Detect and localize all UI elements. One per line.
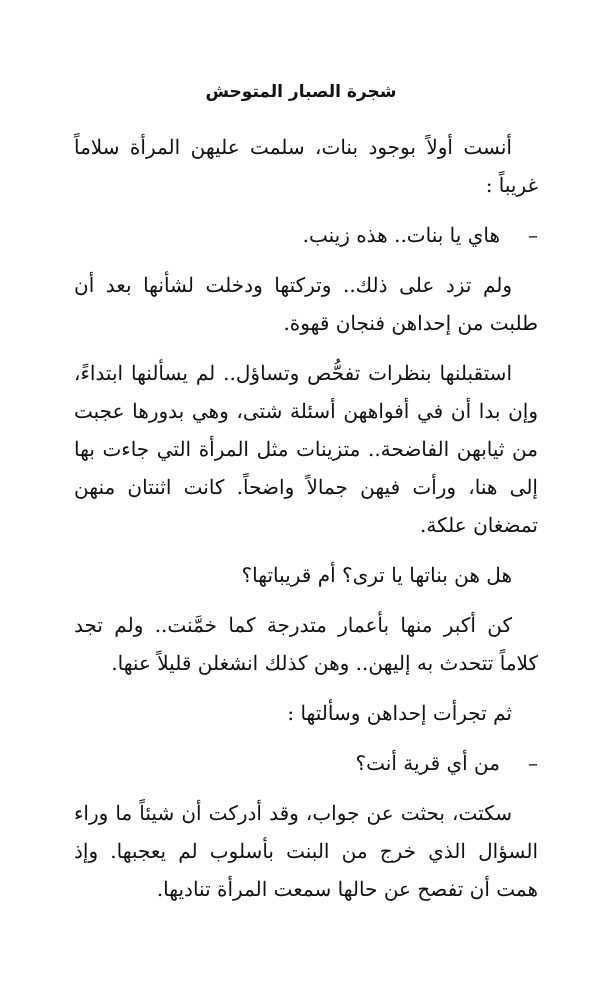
dialogue-text: من أي قرية أنت؟ xyxy=(355,751,500,775)
dialogue-text: هاي يا بنات.. هذه زينب. xyxy=(302,223,500,247)
paragraph: استقبلنها بنظرات تفحُّص وتساؤل.. لم يسألنها ابتداءً، وإن بدا أن في أفواههن أسئلة شتى، وهي بدورها عجبت من ثيابهن الفاضحة.. متزينات مثل المرأة التي جاءت بها إلى هنا، ورأت فيهن جمالاً واضحاً. كانت اثنتان منهن تمضغان علكة. xyxy=(74,361,538,537)
paragraph: هل هن بناتها يا ترى؟ أم قريباتها؟ xyxy=(241,563,512,587)
body-text xyxy=(74,128,538,920)
dialogue-line xyxy=(74,216,538,254)
paragraph: سكتت، بحثت عن جواب، وقد أدركت أن شيئاً ما وراء السؤال الذي خرج من البنت بأسلوب لم يعجبها. وإذ همت أن تفصح عن حالها سمعت المرأة تناديها. xyxy=(74,801,538,901)
dialogue-line xyxy=(74,744,538,782)
paragraph: كن أكبر منها بأعمار متدرجة كما خمَّنت.. ولم تجد كلاماً تتحدث به إليهن.. وهن كذلك انشغلن قليلاً عنها. xyxy=(74,613,538,675)
paragraph: ولم تزد على ذلك.. وتركتها ودخلت لشأنها بعد أن طلبت من إحداهن فنجان قهوة. xyxy=(74,273,538,335)
chapter-title: شجرة الصبار المتوحش xyxy=(205,82,397,102)
dialogue-dash: – xyxy=(528,751,538,775)
paragraph: ثم تجرأت إحداهن وسألتها : xyxy=(287,701,512,725)
dialogue-dash: – xyxy=(528,223,538,247)
paragraph: أنست أولاً بوجود بنات، سلمت عليهن المرأة سلاماً غريباً : xyxy=(74,135,538,197)
